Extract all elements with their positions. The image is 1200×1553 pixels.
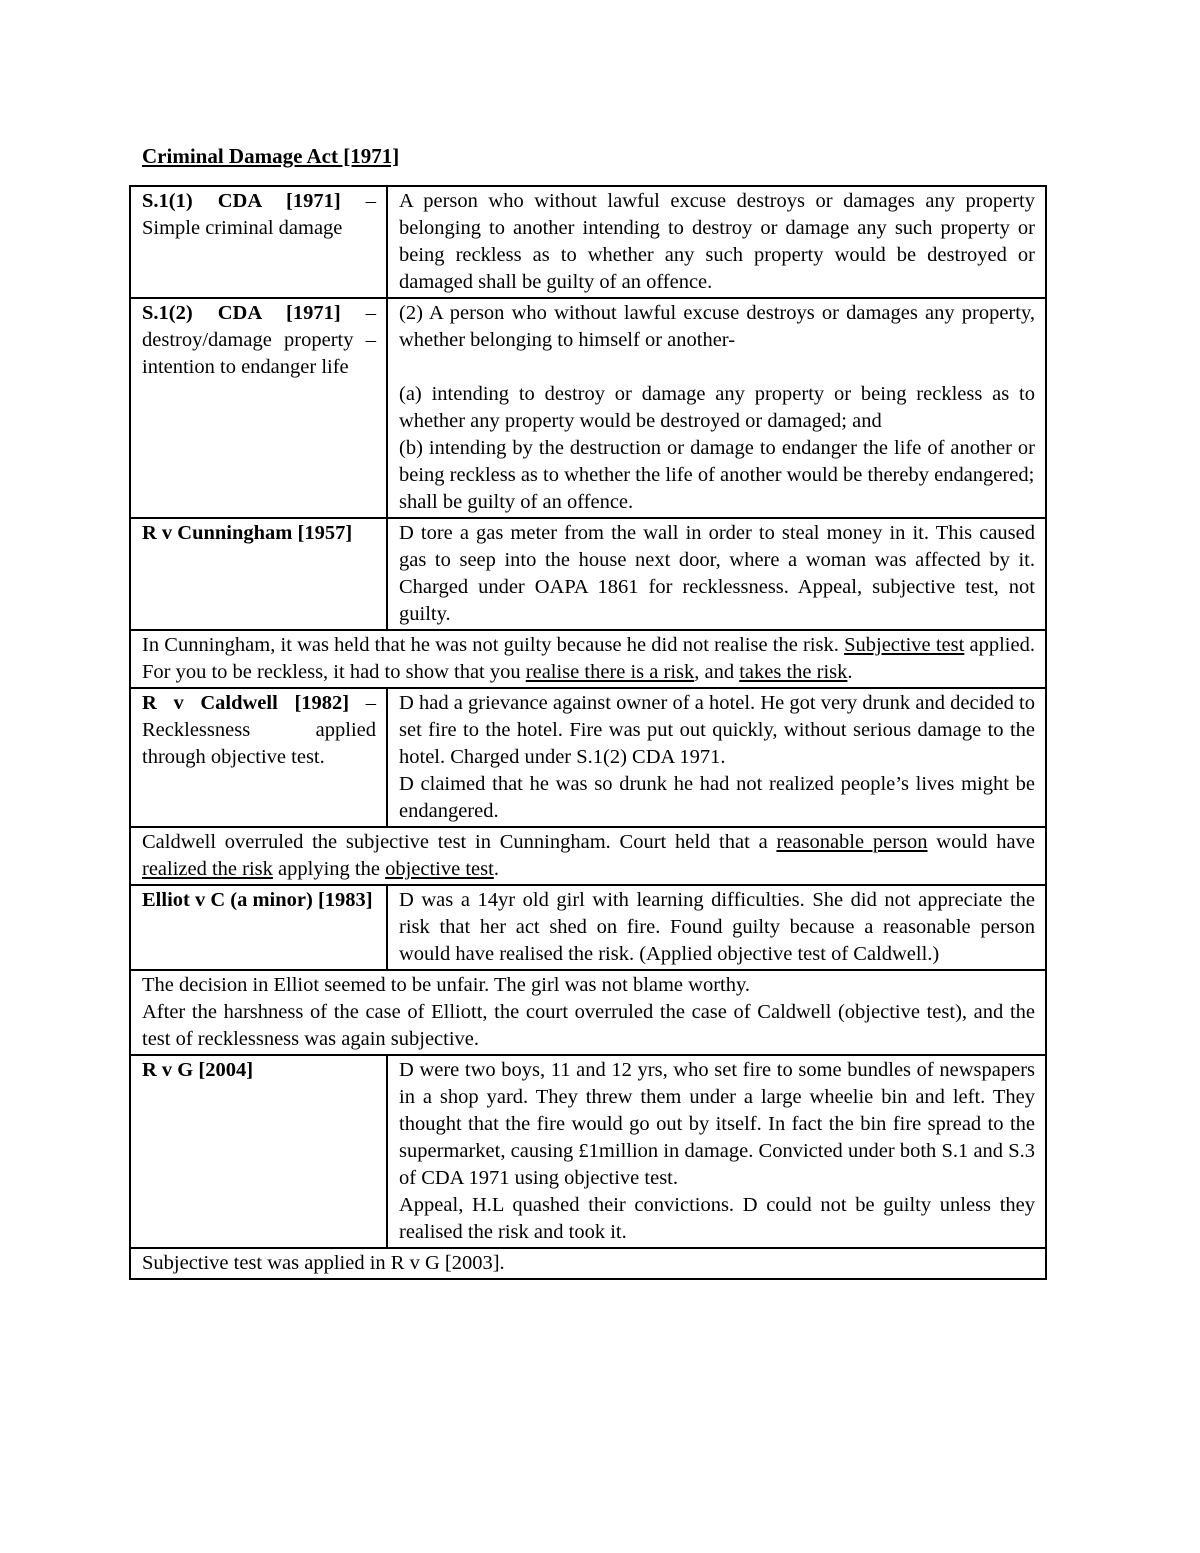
description-text: D tore a gas meter from the wall in order to steal money in it. This caused gas to seep into the house next door, where a woman was affected by it. Charged under OAPA 1861 for recklessness. Appeal, subjective test, not guilty.	[399, 522, 1035, 625]
case-name: R v Caldwell [1982]	[142, 692, 350, 714]
note-cell	[130, 827, 1046, 885]
case-cell	[130, 518, 387, 630]
description-text: D were two boys, 11 and 12 yrs, who set fire to some bundles of newspapers in a shop yard. They threw them under a large wheelie bin and left. They thought that the fire would go out by itself. In fact the bin fire spread to the supermarket, causing £1million in damage. Convicted under both S.1 and S.3 of CDA 1971 using objective test.	[399, 1059, 1035, 1189]
note-cell	[130, 630, 1046, 688]
description-cell	[387, 885, 1046, 970]
case-name: R v Cunningham [1957]	[142, 522, 353, 544]
statute-closing: shall be guilty of an offence.	[399, 491, 634, 513]
case-name: S.1(1) CDA [1971]	[142, 190, 341, 212]
note-text: , and	[694, 661, 740, 683]
note-text: .	[847, 661, 853, 683]
note-text: applied. For you to be reckless, it had to show that you	[142, 634, 1035, 683]
note-text: In Cunningham, it was held that he was not guilty because he did not realise the risk.	[142, 634, 845, 656]
table-row	[130, 518, 1046, 630]
note-text: Caldwell overruled the subjective test in Cunningham. Court held that a	[142, 831, 777, 853]
description-cell	[387, 1055, 1046, 1248]
statute-clause-b: (b) intending by the destruction or damage to endanger the life of another or being reckless as to whether the life of another would be thereby endangered;	[399, 437, 1035, 486]
note-underlined: Subjective test	[844, 634, 965, 656]
description-cell	[387, 518, 1046, 630]
table-row	[130, 885, 1046, 970]
table-row	[130, 186, 1046, 298]
note-underlined: objective test	[385, 858, 494, 880]
description-cell	[387, 298, 1046, 518]
document-title: Criminal Damage Act [1971]	[142, 144, 400, 168]
table-row	[130, 298, 1046, 518]
note-underlined: reasonable person	[776, 831, 928, 853]
note-underlined: takes the risk	[739, 661, 848, 683]
paragraph-gap	[399, 354, 1035, 381]
case-cell	[130, 885, 387, 970]
case-cell	[130, 186, 387, 298]
case-cell	[130, 688, 387, 827]
description-cell	[387, 186, 1046, 298]
description-text: D claimed that he was so drunk he had not realized people’s lives might be endangered.	[399, 773, 1035, 822]
table-row	[130, 827, 1046, 885]
note-text: would have	[927, 831, 1035, 853]
note-underlined: realise there is a risk	[525, 661, 695, 683]
note-cell	[130, 1248, 1046, 1279]
description-text: Appeal, H.L quashed their convictions. D could not be guilty unless they realised the risk and took it.	[399, 1194, 1035, 1243]
case-name: S.1(2) CDA [1971]	[142, 302, 341, 324]
case-subtitle: – destroy/damage property – intention to endanger life	[142, 302, 376, 378]
note-text: .	[493, 858, 499, 880]
note-text: Subjective test was applied in R v G [2003].	[142, 1252, 505, 1274]
table-row	[130, 970, 1046, 1055]
description-text: A person who without lawful excuse destroys or damages any property belonging to another intending to destroy or damage any such property or being reckless as to whether any such property would be destroyed or damaged shall be guilty of an offence.	[399, 190, 1035, 293]
statute-intro: (2) A person who without lawful excuse destroys or damages any property, whether belonging to himself or another-	[399, 302, 1035, 351]
note-text: applying the	[272, 858, 386, 880]
case-cell	[130, 298, 387, 518]
table-row	[130, 630, 1046, 688]
case-subtitle: – Recklessness applied through objective test.	[142, 692, 377, 768]
description-cell	[387, 688, 1046, 827]
case-name: R v G [2004]	[142, 1059, 254, 1081]
note-text: After the harshness of the case of Elliott, the court overruled the case of Caldwell (objective test), and the test of recklessness was again subjective.	[142, 1001, 1035, 1050]
case-subtitle: – Simple criminal damage	[142, 190, 376, 239]
table-row	[130, 1248, 1046, 1279]
note-text: The decision in Elliot seemed to be unfair. The girl was not blame worthy.	[142, 974, 751, 996]
case-notes-table	[129, 185, 1047, 1280]
note-cell	[130, 970, 1046, 1055]
description-text: D was a 14yr old girl with learning difficulties. She did not appreciate the risk that her act shed on fire. Found guilty because a reasonable person would have realised the risk. (Applied objective test of Caldwell.)	[399, 889, 1035, 965]
table-row	[130, 688, 1046, 827]
case-cell	[130, 1055, 387, 1248]
case-name: Elliot v C (a minor) [1983]	[142, 889, 373, 911]
description-text: D had a grievance against owner of a hotel. He got very drunk and decided to set fire to the hotel. Fire was put out quickly, without serious damage to the hotel. Charged under S.1(2) CDA 1971.	[399, 692, 1035, 768]
note-underlined: realized the risk	[142, 858, 273, 880]
table-row	[130, 1055, 1046, 1248]
statute-clause-a: (a) intending to destroy or damage any property or being reckless as to whether any property would be destroyed or damaged; and	[399, 383, 1035, 432]
